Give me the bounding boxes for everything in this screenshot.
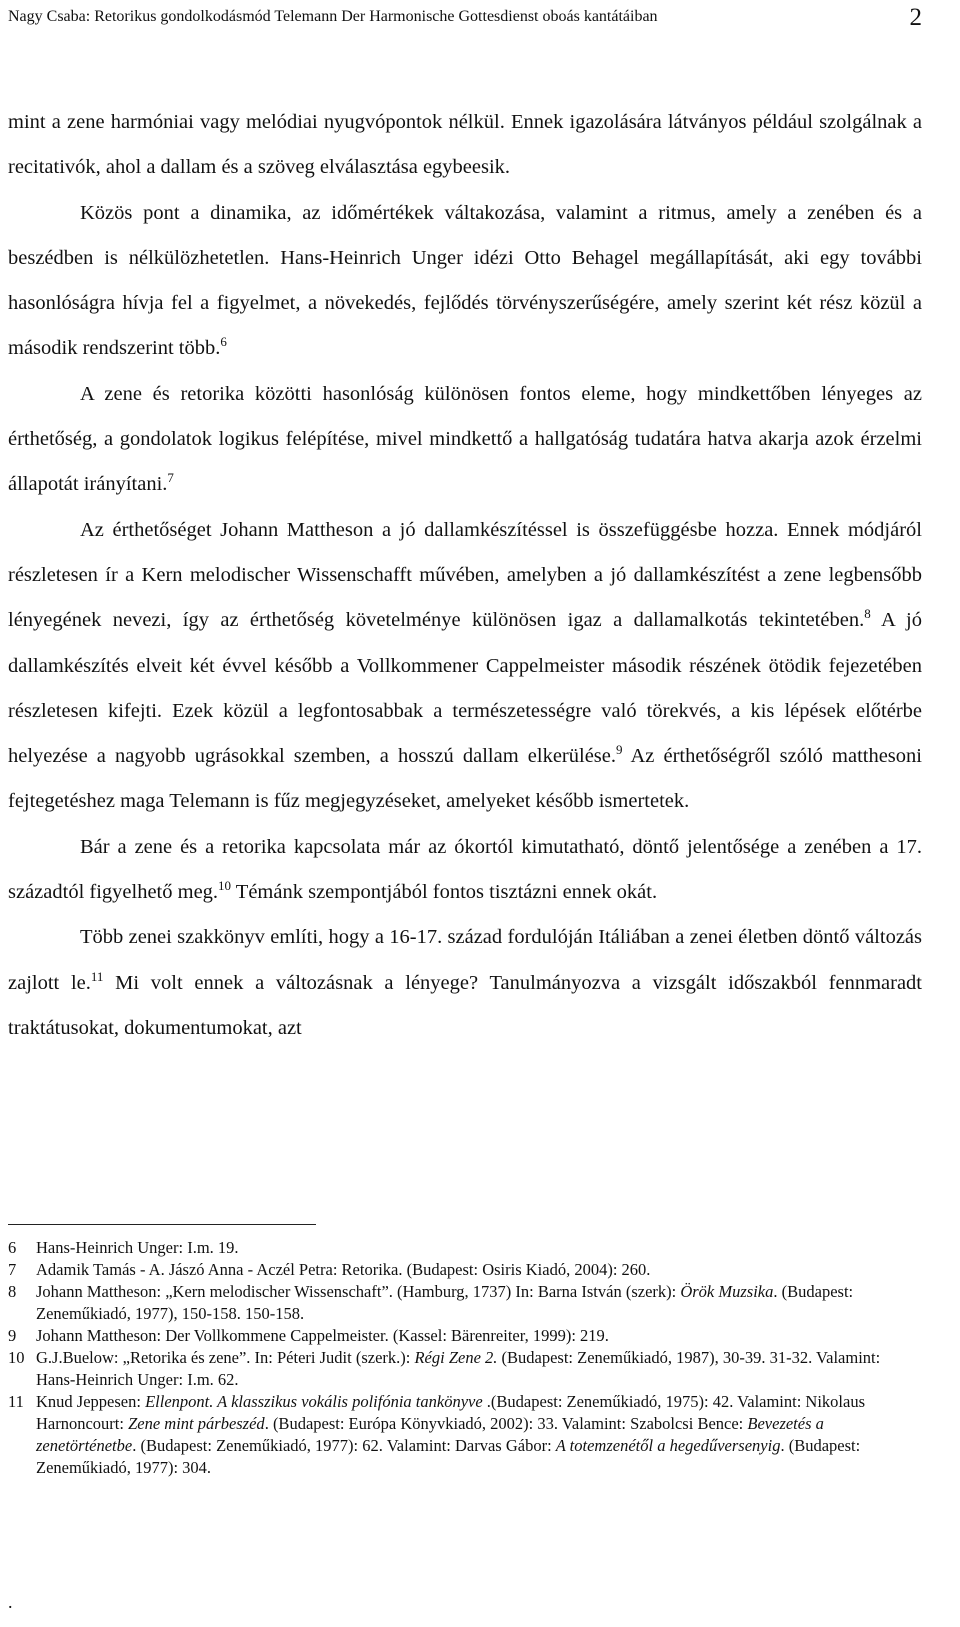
footnote-italic-title: Ellenpont. A klasszikus vokális polifónia tankönyve bbox=[145, 1392, 483, 1411]
footnote-number: 7 bbox=[8, 1260, 17, 1279]
footnote-separator bbox=[8, 1224, 316, 1225]
paragraph-3 bbox=[8, 372, 922, 508]
paragraph-6-text-a: Több zenei szakkönyv említi, hogy a 16-17. század fordulóján Itáliában a zenei életben döntő változás zajlott le. bbox=[8, 926, 922, 994]
footnote-text: . (Budapest: Európa Könyvkiadó, 2002): 33. Valamint: Szabolcsi Bence: bbox=[264, 1414, 748, 1433]
header-title: Nagy Csaba: Retorikus gondolkodásmód Telemann Der Harmonische Gottesdienst oboás kantátáiban bbox=[8, 8, 658, 25]
trailing-mark: . bbox=[8, 1592, 13, 1612]
footnote-italic-title: A totemzenétől a hegedűversenyig bbox=[555, 1436, 781, 1455]
footnote-ref-10[interactable]: 10 bbox=[218, 878, 232, 894]
footnote-ref-11[interactable]: 11 bbox=[90, 968, 104, 984]
footnote-ref-8[interactable]: 8 bbox=[864, 606, 871, 622]
footnote-6 bbox=[8, 1237, 922, 1259]
footnote-italic-title: Bevezetés a zenetörténetbe bbox=[36, 1414, 824, 1455]
footnote-text: Johann Mattheson: „Kern melodischer Wissenschaft”. (Hamburg, 1737) In: Barna István (szerk): bbox=[36, 1282, 681, 1301]
page-number: 2 bbox=[909, 4, 922, 31]
footnote-number: 10 bbox=[8, 1348, 25, 1367]
footnote-text: G.J.Buelow: „Retorika és zene”. In: Péteri Judit (szerk.): bbox=[36, 1348, 415, 1367]
footnote-italic-title: Zene mint párbeszéd bbox=[128, 1414, 265, 1433]
footnote-ref-7[interactable]: 7 bbox=[167, 470, 174, 486]
footnote-text: . (Budapest: Zeneműkiadó, 1977): 304. bbox=[36, 1436, 861, 1477]
footnote-number: 8 bbox=[8, 1282, 17, 1301]
footnote-text: (Budapest: Zeneműkiadó, 1987), 30-39. 31-32. Valamint: Hans-Heinrich Unger: I.m. 62. bbox=[36, 1348, 881, 1389]
footnote-number: 9 bbox=[8, 1326, 17, 1345]
paragraph-4-text-b: A jó dallamkészítés elveit két évvel később a Vollkommener Cappelmeister második részének ötödik fejezetében részletesen kifejti. Ezek közül a legfontosabbak a természetességre való törekvés, a kis lépések előtérbe helyezése a nagyobb ugrásokkal szemben, a hosszú dallam elkerülése. bbox=[8, 609, 922, 768]
running-header bbox=[8, 4, 922, 32]
paragraph-2-text: Közös pont a dinamika, az időmértékek váltakozása, valamint a ritmus, amely a zenében és a beszédben is nélkülözhetetlen. Hans-Heinrich Unger idézi Otto Behagel megállapítását, aki egy további hasonlóságra hívja fel a figyelmet, a növekedés, fejlődés törvényszerűségére, amely szerint két rész közül a második rendszerint több. bbox=[8, 201, 922, 360]
footnote-number: 6 bbox=[8, 1238, 17, 1257]
footnote-text: Johann Mattheson: Der Vollkommene Cappelmeister. (Kassel: Bärenreiter, 1999): 219. bbox=[36, 1326, 609, 1345]
footnote-ref-6[interactable]: 6 bbox=[220, 334, 227, 350]
footnotes bbox=[8, 1237, 922, 1479]
paragraph-6-text-b: Mi volt ennek a változásnak a lényege? Tanulmányozva a vizsgált időszakból fennmaradt traktátusokat, dokumentumokat, azt bbox=[8, 971, 923, 1039]
paragraph-5 bbox=[8, 825, 922, 916]
footnote-8 bbox=[8, 1281, 922, 1325]
paragraph-5-text-a: Bár a zene és a retorika kapcsolata már az ókortól kimutatható, döntő jelentősége a zenében a 17. századtól figyelhető meg. bbox=[8, 835, 922, 904]
paragraph-5-text-b: Témánk szempontjából fontos tisztázni ennek okát. bbox=[231, 881, 658, 904]
paragraph-4-text-a: Az érthetőséget Johann Mattheson a jó dallamkészítéssel is összefüggésbe hozza. Ennek módjáról részletesen ír a Kern melodischer Wissenschafft művében, amelyben a jó dallamkészítést a zene legbensőbb lényegének nevezi, így az érthetőség követelménye különösen igaz a dallamalkotás tekintetében. bbox=[8, 518, 922, 632]
footnote-text: . (Budapest: Zeneműkiadó, 1977), 150-158. 150-158. bbox=[36, 1282, 854, 1323]
footnote-10 bbox=[8, 1347, 922, 1391]
paragraph-4 bbox=[8, 508, 922, 825]
footnote-text: Hans-Heinrich Unger: I.m. 19. bbox=[36, 1238, 239, 1257]
paragraph-1-text: mint a zene harmóniai vagy melódiai nyugvópontok nélkül. Ennek igazolására látványos például szolgálnak a recitativók, ahol a dallam és a szöveg elválasztása egybeesik. bbox=[8, 111, 922, 179]
footnote-text: Adamik Tamás - A. Jászó Anna - Aczél Petra: Retorika. (Budapest: Osiris Kiadó, 2004): 260. bbox=[36, 1260, 651, 1279]
paragraph-2 bbox=[8, 191, 922, 372]
footnote-7 bbox=[8, 1259, 922, 1281]
footnote-italic-title: Régi Zene 2. bbox=[414, 1348, 498, 1367]
footnote-text: . (Budapest: Zeneműkiadó, 1977): 62. Valamint: Darvas Gábor: bbox=[132, 1436, 556, 1455]
footnote-text: .(Budapest: Zeneműkiadó, 1975): 42. Valamint: Nikolaus Harnoncourt: bbox=[36, 1392, 866, 1433]
footnote-number: 11 bbox=[8, 1392, 24, 1411]
footnote-9 bbox=[8, 1325, 922, 1347]
paragraph-1 bbox=[8, 100, 922, 191]
body-text bbox=[8, 100, 922, 1051]
footnote-italic-title: Örök Muzsika bbox=[680, 1282, 774, 1301]
footnote-ref-9[interactable]: 9 bbox=[616, 742, 623, 758]
paragraph-3-text: A zene és retorika közötti hasonlóság különösen fontos eleme, hogy mindkettőben lényeges az érthetőség, a gondolatok logikus felépítése, mivel mindkettő a hallgatóság tudatára hatva akarja azok érzelmi állapotát irányítani. bbox=[8, 382, 922, 496]
paragraph-4-text-c: Az érthetőségről szóló matthesoni fejtegetéshez maga Telemann is fűz megjegyzéseket, amelyeket később ismertetek. bbox=[8, 745, 922, 813]
footnote-11 bbox=[8, 1391, 922, 1479]
footnote-text: Knud Jeppesen: bbox=[36, 1392, 146, 1411]
paragraph-6 bbox=[8, 915, 922, 1051]
